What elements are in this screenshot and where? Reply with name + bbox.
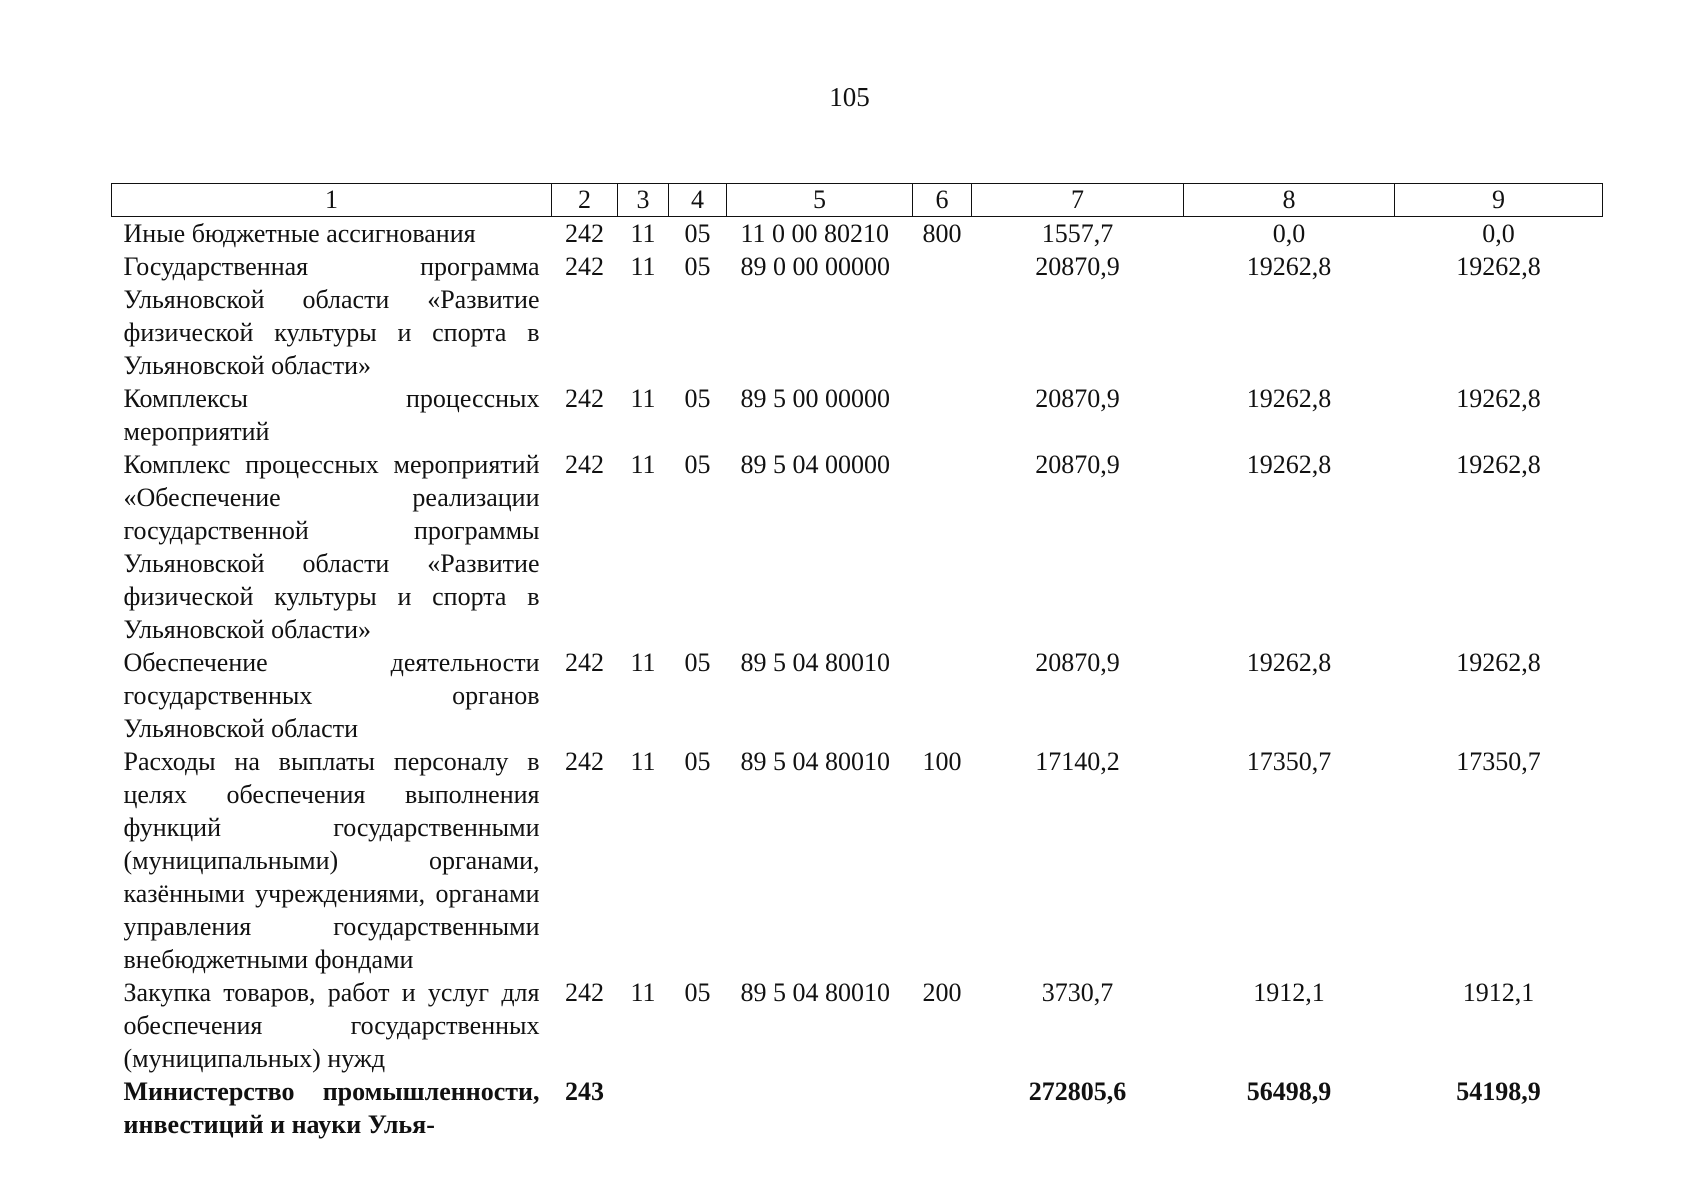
row-admin-code: 242 <box>565 384 604 413</box>
row-name: Комплекс процессных мероприятий «Обеспечение реализации государственной программы Ульяновской области «Развитие физической культуры и спорта в Ульяновской области» <box>123 450 540 644</box>
row-target-article <box>727 1075 913 1141</box>
row-section <box>618 1075 669 1141</box>
row-subsection: 05 <box>684 219 711 248</box>
row-admin-code: 242 <box>565 252 604 281</box>
row-amount-7: 1557,7 <box>1041 219 1114 248</box>
row-subsection: 05 <box>684 978 711 1007</box>
row-admin-code: 242 <box>565 648 604 677</box>
row-section: 11 <box>630 978 656 1007</box>
row-section: 11 <box>630 384 656 413</box>
row-amount-9: 0,0 <box>1482 219 1515 248</box>
table-row <box>112 217 1603 251</box>
table-row <box>112 382 1603 448</box>
row-name: Иные бюджетные ассигнования <box>123 219 476 248</box>
row-expense-type <box>913 250 972 382</box>
row-amount-8: 19262,8 <box>1246 648 1332 677</box>
row-amount-9: 17350,7 <box>1456 747 1541 776</box>
table-row <box>112 448 1603 646</box>
row-amount-7: 3730,7 <box>1041 978 1114 1007</box>
row-expense-type <box>913 646 972 745</box>
page-number: 105 <box>829 82 870 112</box>
row-amount-9: 19262,8 <box>1456 450 1541 479</box>
table-body <box>112 217 1603 1142</box>
row-subsection: 05 <box>684 747 711 776</box>
row-name: Закупка товаров, работ и услуг для обеспечения государственных (муниципальных) нужд <box>123 978 540 1073</box>
row-section: 11 <box>630 252 656 281</box>
row-name: Расходы на выплаты персоналу в целях обеспечения выполнения функций государственными (муниципальными) органами, казёнными учреждениями, органами управления государственными внебюджетными фондами <box>123 747 540 974</box>
row-subsection: 05 <box>684 252 711 281</box>
header-row <box>112 184 1603 217</box>
row-target-article: 89 5 00 00000 <box>740 384 890 413</box>
row-expense-type: 200 <box>922 978 962 1007</box>
row-subsection: 05 <box>684 384 711 413</box>
row-target-article: 89 5 04 80010 <box>740 978 890 1007</box>
row-amount-7: 20870,9 <box>1035 384 1120 413</box>
row-section: 11 <box>630 648 656 677</box>
row-admin-code: 242 <box>565 747 604 776</box>
row-subsection <box>669 1075 727 1141</box>
header-col-5: 5 <box>727 184 913 217</box>
row-amount-8: 19262,8 <box>1246 450 1332 479</box>
row-admin-code: 242 <box>565 978 604 1007</box>
header-col-2: 2 <box>552 184 618 217</box>
header-col-8: 8 <box>1184 184 1395 217</box>
row-amount-9: 19262,8 <box>1456 648 1541 677</box>
row-name: Министерство промышленности, инвестиций и науки Улья- <box>123 1077 540 1139</box>
row-admin-code: 243 <box>565 1077 604 1106</box>
row-section: 11 <box>630 747 656 776</box>
row-expense-type: 100 <box>922 747 962 776</box>
row-target-article: 89 0 00 00000 <box>740 252 890 281</box>
row-admin-code: 242 <box>565 450 604 479</box>
row-amount-9: 19262,8 <box>1456 384 1541 413</box>
row-amount-8: 19262,8 <box>1246 384 1332 413</box>
row-target-article: 89 5 04 00000 <box>740 450 890 479</box>
row-amount-8: 1912,1 <box>1253 978 1325 1007</box>
header-col-3: 3 <box>618 184 669 217</box>
row-amount-9: 19262,8 <box>1456 252 1541 281</box>
row-subsection: 05 <box>684 450 711 479</box>
row-amount-7: 20870,9 <box>1035 450 1120 479</box>
row-amount-8: 0,0 <box>1272 219 1306 248</box>
row-name: Комплексы процессных мероприятий <box>123 384 540 446</box>
header-col-1: 1 <box>112 184 552 217</box>
table-row <box>112 250 1603 382</box>
table-row-ministry <box>112 1075 1603 1141</box>
row-amount-8: 56498,9 <box>1246 1077 1332 1106</box>
row-section: 11 <box>630 219 656 248</box>
header-col-9: 9 <box>1395 184 1603 217</box>
row-amount-9: 54198,9 <box>1456 1077 1541 1106</box>
header-col-4: 4 <box>669 184 727 217</box>
row-expense-type <box>913 1075 972 1141</box>
row-amount-8: 19262,8 <box>1246 252 1332 281</box>
row-expense-type <box>913 382 972 448</box>
row-target-article: 89 5 04 80010 <box>740 747 890 776</box>
row-target-article: 89 5 04 80010 <box>740 648 890 677</box>
row-amount-8: 17350,7 <box>1246 747 1332 776</box>
row-admin-code: 242 <box>565 219 604 248</box>
budget-table <box>111 183 1603 1141</box>
header-col-7: 7 <box>972 184 1184 217</box>
row-section: 11 <box>630 450 656 479</box>
row-amount-7: 272805,6 <box>1028 1077 1127 1106</box>
table-row <box>112 976 1603 1075</box>
table-row <box>112 745 1603 976</box>
row-amount-7: 17140,2 <box>1035 747 1120 776</box>
header-col-6: 6 <box>913 184 972 217</box>
row-name: Обеспечение деятельности государственных органов Ульяновской области <box>123 648 540 743</box>
row-amount-7: 20870,9 <box>1035 648 1120 677</box>
row-amount-7: 20870,9 <box>1035 252 1120 281</box>
row-amount-9: 1912,1 <box>1462 978 1535 1007</box>
table-header <box>112 184 1603 217</box>
row-expense-type <box>913 448 972 646</box>
row-target-article: 11 0 00 80210 <box>740 219 890 248</box>
table-row <box>112 646 1603 745</box>
row-subsection: 05 <box>684 648 711 677</box>
row-name: Государственная программа Ульяновской области «Развитие физической культуры и спорта в Ульяновской области» <box>123 252 540 380</box>
row-expense-type: 800 <box>922 219 962 248</box>
